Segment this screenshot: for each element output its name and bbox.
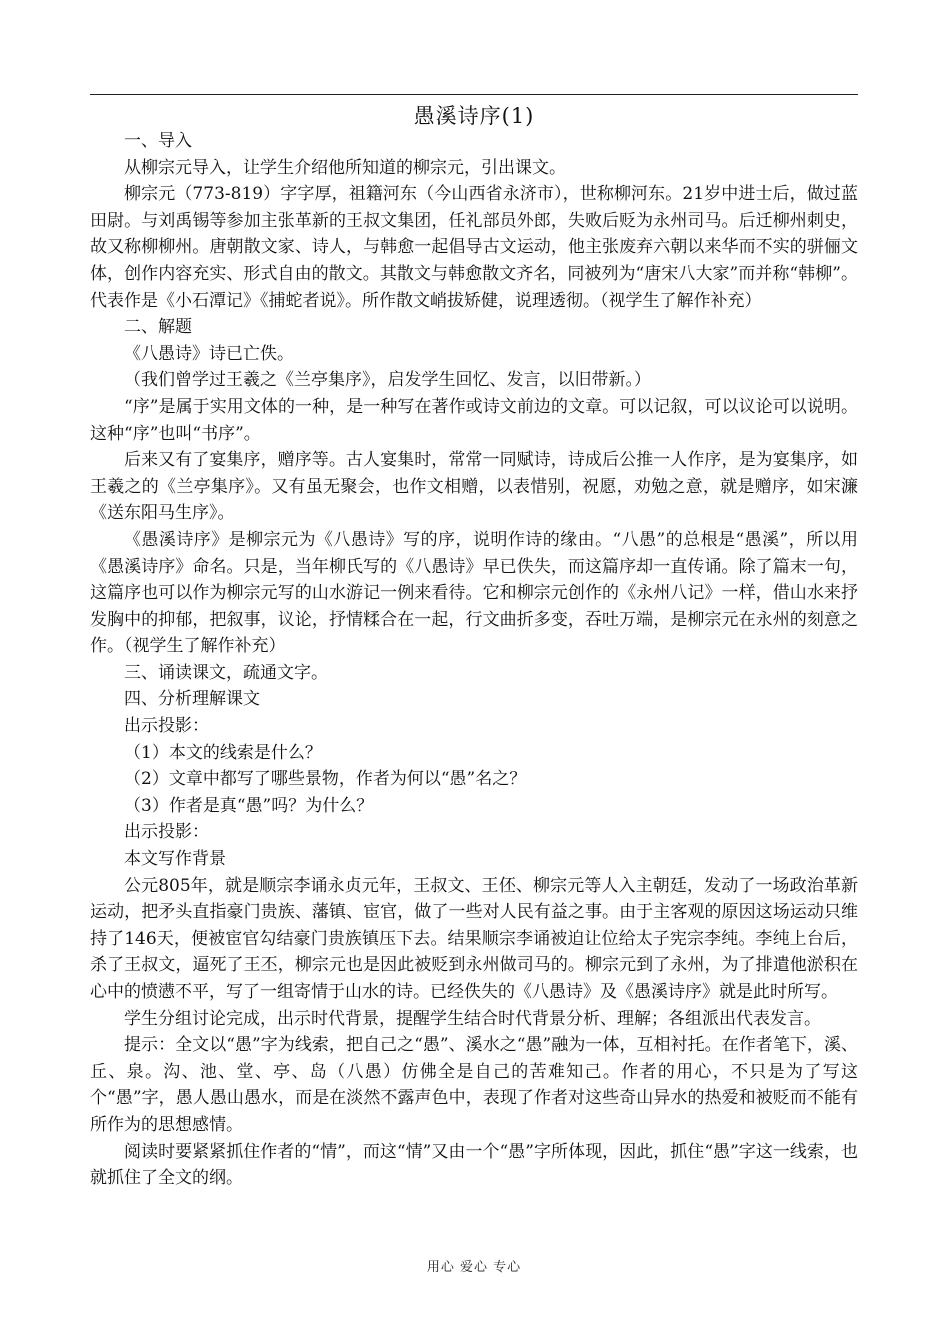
- body-paragraph: 《愚溪诗序》是柳宗元为《八愚诗》写的序，说明作诗的缘由。“八愚”的总根是“愚溪”，所以用《愚溪诗序》命名。只是，当年柳氏写的《八愚诗》早已佚失，而这篇序却一直传诵。除了篇末一句，这篇序也可以作为柳宗元写的山水游记一例来看待。它和柳宗元创作的《永州八记》一样，借山水来抒发胸中的抑郁，把叙事，议论，抒情糅合在一起，行文曲折多变，吞吐万端，是柳宗元在永州的刻意之作。（视学生了解作补充）: [90, 529, 858, 657]
- section-heading-analysis: 四、分析理解课文: [124, 689, 260, 710]
- body-paragraph: （我们曾学过王羲之《兰亭集序》，启发学生回忆、发言，以旧带新。）: [124, 370, 651, 391]
- section-heading-recitation: 三、诵读课文，疏通文字。: [124, 662, 328, 683]
- body-paragraph: 公元805年，就是顺宗李诵永贞元年，王叔文、王伾、柳宗元等人入主朝廷，发动了一场政治革新运动，把矛头直指豪门贵族、藩镇、宦官，做了一些对人民有益之事。由于主客观的原因这场运动只维持了146天，便被宦官勾结豪门贵族镇压下去。结果顺宗李诵被迫让位给太子宪宗李纯。李纯上台后，杀了王叔文，逼死了王丕，柳宗元也是因此被贬到永州做司马的。柳宗元到了永州，为了排遣他淤积在心中的愤懑不平，写了一组寄情于山水的诗。已经佚失的《八愚诗》及《愚溪诗序》就是此时所写。: [90, 875, 858, 1002]
- document-title: 愚溪诗序(1): [413, 104, 535, 128]
- body-paragraph: 本文写作背景: [124, 849, 226, 870]
- body-paragraph: 学生分组讨论完成，出示时代背景，提醒学生结合时代背景分析、理解；各组派出代表发言。: [124, 1008, 821, 1029]
- body-paragraph: 阅读时要紧紧抓住作者的“情”，而这“情”又由一个“愚”字所体现，因此，抓住“愚”字这一线索，也就抓住了全文的纲。: [90, 1141, 858, 1189]
- body-paragraph: “序”是属于实用文体的一种，是一种写在著作或诗文前边的文章。可以记叙，可以议论可以说明。这种“序”也叫“书序”。: [90, 396, 858, 444]
- question-item: （3）作者是真“愚”吗？为什么？: [124, 795, 374, 816]
- question-item: （2）文章中都写了哪些景物，作者为何以“愚”名之？: [124, 769, 527, 790]
- header-rule: [90, 94, 858, 95]
- question-item: （1）本文的线索是什么？: [124, 742, 322, 763]
- body-paragraph: 柳宗元（773-819）字字厚，祖籍河东（今山西省永济市），世称柳河东。21岁中进士后，做过蓝田尉。与刘禹锡等参加主张革新的王叔文集团，任礼部员外郎，失败后贬为永州司马。后迁柳州刺史，故又称柳柳州。唐朝散文家、诗人，与韩愈一起倡导古文运动，他主张废弃六朝以来华而不实的骈俪文体，创作内容充实、形式自由的散文。其散文与韩愈散文齐名，同被列为“唐宋八大家”而并称“韩柳”。代表作是《小石潭记》《捕蛇者说》。所作散文峭拔矫健，说理透彻。（视学生了解作补充）: [90, 184, 858, 311]
- section-heading-intro: 一、导入: [124, 131, 192, 151]
- body-paragraph: 出示投影：: [124, 716, 209, 737]
- body-paragraph: 后来又有了宴集序，赠序等。古人宴集时，常常一同赋诗，诗成后公推一人作序，是为宴集序，如王羲之的《兰亭集序》。又有虽无聚会，也作文相赠，以表惜别，祝愿，劝勉之意，就是赠序，如宋濂《送东阳马生序》。: [90, 450, 858, 524]
- document-body: [90, 128, 858, 1192]
- body-paragraph: 提示：全文以“愚”字为线索，把自己之“愚”、溪水之“愚”融为一体，互相衬托。在作者笔下，溪、丘、泉。沟、池、堂、亭、岛（八愚）仿佛全是自己的苦难知己。作者的用心，不只是为了写这个“愚”字，愚人愚山愚水，而是在淡然不露声色中，表现了作者对这些奇山异水的热爱和被贬而不能有所作为的思想感情。: [90, 1035, 858, 1135]
- body-paragraph: 从柳宗元导入，让学生介绍他所知道的柳宗元，引出课文。: [124, 157, 566, 178]
- body-paragraph: 《八愚诗》诗已亡佚。: [124, 343, 294, 364]
- page-footer: 用心 爱心 专心: [426, 1260, 522, 1275]
- section-heading-title-explanation: 二、解题: [124, 317, 192, 338]
- body-paragraph: 出示投影：: [124, 822, 209, 843]
